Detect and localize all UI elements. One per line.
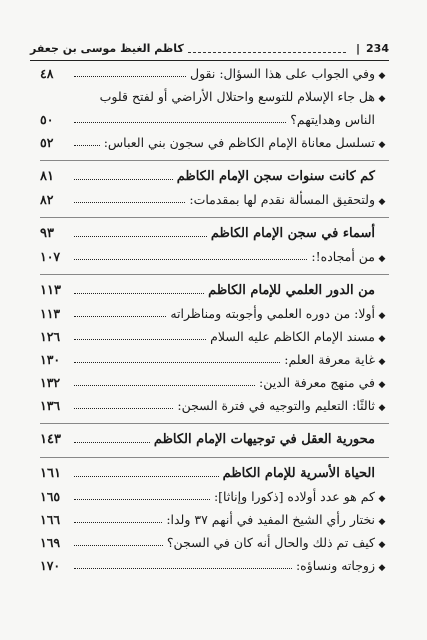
toc-heading-row[interactable] xyxy=(40,222,389,245)
toc-entry-label: كم كانت سنوات سجن الإمام الكاظم xyxy=(176,169,375,184)
dot-leader xyxy=(74,330,206,340)
toc-entry-row[interactable] xyxy=(40,245,389,268)
toc-entry-label: أولا: من دوره العلمي وأجوبته ومناظراته xyxy=(170,306,375,321)
diamond-bullet-icon: ◆ xyxy=(378,71,386,81)
toc-page-number: ١٣٦ xyxy=(40,398,61,413)
toc-page-number: ١٦٩ xyxy=(40,535,61,550)
toc-page-number: ٨٢ xyxy=(40,192,54,207)
diamond-bullet-icon: ◆ xyxy=(378,403,386,413)
toc-page-number: ٥٠ xyxy=(40,112,54,127)
dot-leader xyxy=(74,250,307,260)
toc-entry-label: من الدور العلمي للإمام الكاظم xyxy=(208,283,375,298)
toc-entry-row[interactable] xyxy=(40,302,389,325)
toc-entry-label: أسماء في سجن الإمام الكاظم xyxy=(210,226,375,241)
section-divider xyxy=(40,217,389,218)
toc-entry-row[interactable] xyxy=(40,394,389,417)
toc-entry-label: نختار رأي الشيخ المفيد في أنهم ٣٧ ولدا: xyxy=(166,512,375,527)
toc-heading-row[interactable] xyxy=(40,428,389,451)
diamond-bullet-icon: ◆ xyxy=(378,563,386,573)
toc-entry-row[interactable] xyxy=(40,348,389,371)
toc-entry-label: كم هو عدد أولاده [ذكورا وإناثا]: xyxy=(213,489,375,504)
toc-entry-label: في منهج معرفة الدين: xyxy=(259,375,375,390)
toc-entry-label: ولتحقيق المسألة نقدم لها بمقدمات: xyxy=(189,192,375,207)
diamond-bullet-icon: ◆ xyxy=(378,94,386,104)
toc-entry-row[interactable] xyxy=(40,371,389,394)
toc-entry-label: زوجاته ونساؤه: xyxy=(295,558,375,573)
toc-entry-row[interactable] xyxy=(40,325,389,348)
toc-entry-row[interactable] xyxy=(40,131,389,154)
toc-page-number: ١٠٧ xyxy=(40,249,61,264)
toc-page-number: ١٦١ xyxy=(40,466,61,481)
toc-page-number: ١٤٣ xyxy=(40,432,61,447)
toc-entry-label: هل جاء الإسلام للتوسع واحتلال الأراضي أو لفتح قلوب xyxy=(99,89,375,104)
dot-leader xyxy=(74,559,292,569)
toc-page-number: ١٢٦ xyxy=(40,329,61,344)
toc-entry-label: محورية العقل في توجيهات الإمام الكاظم xyxy=(153,432,375,447)
toc-entry-label: الحياة الأسرية للإمام الكاظم xyxy=(222,466,375,481)
header-rule xyxy=(30,60,389,61)
diamond-bullet-icon: ◆ xyxy=(378,254,386,264)
section-divider xyxy=(40,274,389,275)
toc-heading-row[interactable] xyxy=(40,165,389,188)
toc-page-number: ١٣٠ xyxy=(40,352,61,367)
diamond-bullet-icon: ◆ xyxy=(378,540,386,550)
toc-entry-row[interactable] xyxy=(40,531,389,554)
toc-page-number: ٩٣ xyxy=(40,226,54,241)
diamond-bullet-icon: ◆ xyxy=(378,494,386,504)
dot-leader xyxy=(74,113,286,123)
diamond-bullet-icon: ◆ xyxy=(378,357,386,367)
toc-page-number: ٥٢ xyxy=(40,135,54,150)
toc-entry-label: وفي الجواب على هذا السؤال: نقول xyxy=(190,66,375,81)
toc-entry-label: ثالثًا: التعليم والتوجيه في فترة السجن: xyxy=(177,398,375,413)
toc-page-number: ١٦٥ xyxy=(40,489,61,504)
page-number: 234 xyxy=(366,41,389,55)
toc-entry-row[interactable] xyxy=(40,554,389,577)
dot-leader xyxy=(74,67,186,77)
table-of-contents xyxy=(40,62,389,577)
diamond-bullet-icon: ◆ xyxy=(378,380,386,390)
diamond-bullet-icon: ◆ xyxy=(378,334,386,344)
header-leader xyxy=(188,44,346,53)
toc-page-number: ١١٣ xyxy=(40,283,61,298)
toc-entry-row[interactable] xyxy=(40,485,389,508)
toc-heading-row[interactable] xyxy=(40,279,389,302)
dot-leader xyxy=(74,193,185,203)
dot-leader xyxy=(74,536,163,546)
section-divider xyxy=(40,160,389,161)
toc-page-number: ١٧٠ xyxy=(40,558,61,573)
diamond-bullet-icon: ◆ xyxy=(378,140,386,150)
dot-leader xyxy=(74,170,173,180)
toc-page-number: ٨١ xyxy=(40,169,54,184)
toc-page-number: ٤٨ xyxy=(40,66,54,81)
toc-entry-row[interactable] xyxy=(40,188,389,211)
toc-entry-label: تسلسل معاناة الإمام الكاظم في سجون بني العباس: xyxy=(103,135,375,150)
section-divider xyxy=(40,457,389,458)
toc-entry-row[interactable] xyxy=(40,108,389,131)
dot-leader xyxy=(74,399,173,409)
diamond-bullet-icon: ◆ xyxy=(378,517,386,527)
dot-leader xyxy=(74,467,219,477)
dot-leader xyxy=(74,136,100,146)
dot-leader xyxy=(74,307,166,317)
diamond-bullet-icon: ◆ xyxy=(378,197,386,207)
dot-leader xyxy=(74,513,162,523)
header-separator: | xyxy=(356,41,361,55)
dot-leader xyxy=(74,490,210,500)
toc-entry-row[interactable] xyxy=(40,85,389,108)
running-header xyxy=(30,38,389,58)
toc-entry-label: الناس وهدايتهم؟ xyxy=(290,112,375,127)
diamond-bullet-icon: ◆ xyxy=(378,311,386,321)
dot-leader xyxy=(74,376,255,386)
dot-leader xyxy=(74,227,207,237)
header-title: كاظم الغيظ موسى بن جعفر xyxy=(30,41,184,55)
toc-entry-label: كيف تم ذلك والحال أنه كان في السجن؟ xyxy=(166,535,375,550)
toc-heading-row[interactable] xyxy=(40,462,389,485)
toc-entry-label: من أمجاده!: xyxy=(311,249,375,264)
dot-leader xyxy=(74,433,150,443)
toc-entry-row[interactable] xyxy=(40,62,389,85)
toc-page-number: ١٣٢ xyxy=(40,375,61,390)
toc-page-number: ١٦٦ xyxy=(40,512,61,527)
toc-entry-row[interactable] xyxy=(40,508,389,531)
dot-leader xyxy=(74,284,204,294)
toc-page-number: ١١٣ xyxy=(40,306,61,321)
dot-leader xyxy=(74,353,280,363)
toc-entry-label: غاية معرفة العلم: xyxy=(284,352,375,367)
section-divider xyxy=(40,423,389,424)
toc-entry-label: مسند الإمام الكاظم عليه السلام xyxy=(210,329,375,344)
